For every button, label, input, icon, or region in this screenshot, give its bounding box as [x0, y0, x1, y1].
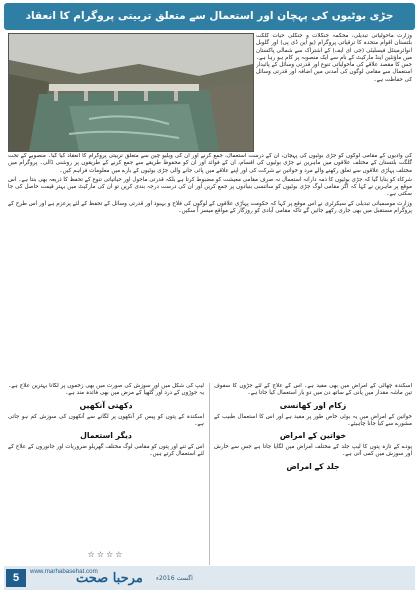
remedy-paragraph: اسکندہ چھالی کے امراض میں بھی مفید ہے۔ اس کے علاج کے لئے جڑوں کا سفوف تین ماشہ مقدار میں پانی کے ساتھ دن میں دو بار استعمال کیا جاتا ہے۔: [214, 383, 412, 397]
magazine-logo: مرحبا صحت: [76, 571, 143, 586]
body-paragraph-3: وزارت موسمیاتی تبدیلی کے سیکرٹری نے اس موقع پر کہا کہ حکومت پہاڑی علاقوں کے لوگوں کی فلاح و بہبود اور قدرتی وسائل کے تحفظ کے لئے پرعزم ہے اور اس طرح کے پروگرام مستقبل میں بھی جاری رکھے جائیں گے تاکہ مقامی آبادی کو روزگار کے مواقع میسر آ سکیں۔: [8, 200, 412, 214]
remedy-paragraph: خواتین کے امراض میں یہ بوٹی خاص طور پر مفید ہے اور اس کا استعمال طبیب کے مشورے سے کیا جانا چاہیئے۔: [214, 413, 412, 427]
remedies-column-right: [214, 383, 412, 565]
article-body: [8, 153, 412, 378]
remedies-column-left: [8, 383, 204, 551]
magazine-page: [4, 3, 415, 590]
website-link[interactable]: www.marhabasehat.com: [30, 568, 98, 575]
subhead-sore-eyes: دکھتی آنکھیں: [79, 400, 133, 410]
subhead-women-diseases: خواتین کے امراض: [279, 431, 347, 440]
remedy-paragraph: اسکندہ کے پتوں کو پیس کر آنکھوں پر لگانے سے آنکھوں کی سوزش کم ہو جاتی ہے۔: [8, 413, 204, 427]
column-divider: [209, 383, 210, 565]
body-paragraph-2: شرکاء کو بتایا گیا کہ جڑی بوٹیوں کا ذمہ دارانہ استعمال نہ صرف مقامی معیشت کو مضبوط کرتا ہے بلکہ قدرتی ماحول اور حیاتیاتی تنوع کے تحفظ کا ذریعہ بھی بنتا ہے۔ اس موقع پر ماہرین نے کہا کہ اگر مقامی لوگ جڑی بوٹیوں کو سائنسی بنیادوں پر جمع کریں اور ان کی درست درجہ بندی کریں تو ان کی مارکیٹ میں بہتر قیمت حاصل کی جا سکتی ہے۔: [8, 176, 412, 198]
subhead-other-uses: دیگر استعمال: [80, 431, 132, 440]
section-end-stars: ☆☆☆☆: [87, 550, 125, 559]
dam-river-photo: [8, 33, 254, 152]
subhead-skin-diseases: جلد کے امراض: [286, 461, 340, 471]
remedy-paragraph: لیپ کی شکل میں اور سوزش کی صورت میں بھی زخموں پر لگانا بہترین علاج ہے۔ یہ جوڑوں کے درد اور گٹھیا کے مرض میں بھی فائدہ مند ہے۔: [8, 383, 204, 397]
page-number: 5: [6, 569, 26, 587]
remedy-paragraph: اس کے تنے اور پتوں کو مقامی لوگ مختلف گھریلو ضروریات اور جانوروں کے علاج کے لئے استعمال کرتے ہیں۔: [8, 444, 204, 458]
page-footer: [4, 566, 415, 590]
subhead-cold-cough: زکام اور کھانسی: [279, 400, 347, 410]
body-paragraph-1: کی وادیوں کے مقامی لوگوں کو جڑی بوٹیوں کی پہچان، ان کے درست استعمال، جمع کرنے اور ان کی ویلیو چین سے متعلق تربیتی پروگرام کا انعقاد کیا گیا۔ منصوبے کے تحت گلگت بلتستان کے مختلف علاقوں میں ماہرین نے جڑی بوٹیوں کی اقسام، ان کے فوائد اور ان کو محفوظ طریقے سے جمع کرنے کے طریقوں پر روشنی ڈالی۔ پروگرام میں مختلف پہاڑی علاقوں سے تعلق رکھنے والے مرد و خواتین نے شرکت کی اور اپنے علاقے میں پائی جانے والی جڑی بوٹیوں کے بارے میں معلومات فراہم کیں۔: [8, 153, 412, 174]
issue-date: اگست 2016ء: [156, 575, 193, 582]
article-headline: جڑی بوٹیوں کی پہچان اور استعمال سے متعلق تربیتی پروگرام کا انعقاد: [4, 3, 415, 30]
intro-paragraph: وزارت ماحولیاتی تبدیلی، محکمہ جنگلات و جنگلی حیات گلگت بلتستان اقوام متحدہ کا ترقیاتی پروگرام (یو این ڈی پی) اور گلوبل انوائرمینٹل فیسلیٹی (جی ای ایف) کے اشتراک سے شمالی پاکستان میں ماؤنٹین اینڈ مارکیٹ کے نام سے ایک منصوبہ پر کام ہو رہا ہے۔ جس کا مقصد علاقے کی ماحولیاتی تنوع اور قدرتی وسائل کے پائیدار استعمال سے مقامی لوگوں کی آمدنی میں اضافہ اور قدرتی وسائل کی حفاظت ہے۔: [256, 33, 412, 83]
article-intro: [256, 33, 412, 151]
remedy-paragraph: پودے کے تازہ پتوں کا لیپ جلد کے مختلف امراض میں لگایا جاتا ہے جس سے خارش اور سوزش میں کمی آتی ہے۔: [214, 444, 412, 458]
